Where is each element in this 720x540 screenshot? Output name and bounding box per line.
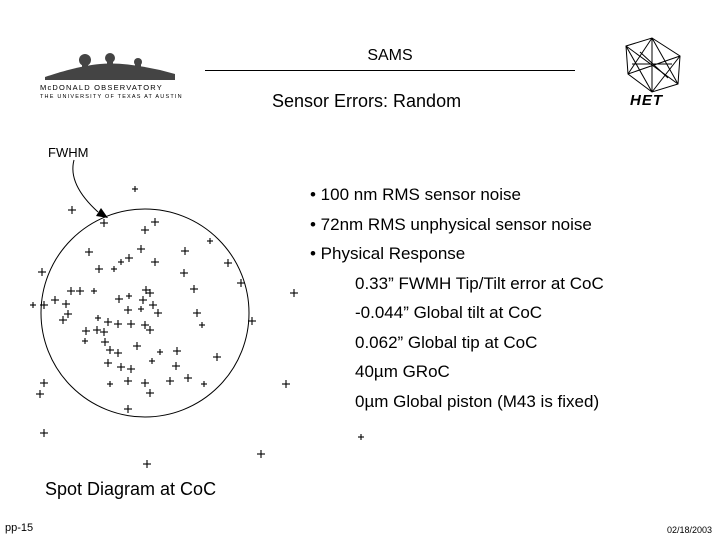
spot-point xyxy=(59,316,67,324)
spot-point xyxy=(139,296,147,304)
footer-date: 02/18/2003 xyxy=(666,525,712,535)
spot-point xyxy=(104,359,112,367)
spot-point xyxy=(100,219,108,227)
spot-point xyxy=(157,349,163,355)
spot-point xyxy=(199,322,205,328)
spot-point xyxy=(257,450,265,458)
spot-point xyxy=(30,302,36,308)
spot-point xyxy=(132,186,138,192)
spot-point xyxy=(51,296,59,304)
spot-point xyxy=(166,377,174,385)
spot-point xyxy=(190,285,198,293)
spot-point xyxy=(91,288,97,294)
spot-point xyxy=(40,379,48,387)
spot-point xyxy=(201,381,207,387)
spot-diagram-caption: Spot Diagram at CoC xyxy=(45,479,217,499)
bullet-subitem: 0.062” Global tip at CoC xyxy=(355,332,538,352)
spot-point xyxy=(181,247,189,255)
spot-point xyxy=(149,358,155,364)
bullet-item: • 100 nm RMS sensor noise xyxy=(310,185,521,204)
spot-point xyxy=(358,434,364,440)
spot-point xyxy=(173,347,181,355)
bullet-list xyxy=(310,180,604,416)
bullet-item: • 72nm RMS unphysical sensor noise xyxy=(310,214,592,234)
spot-point xyxy=(138,306,144,312)
spot-point xyxy=(172,362,180,370)
spot-point xyxy=(141,226,149,234)
page-title: SAMS xyxy=(367,47,413,64)
spot-point xyxy=(151,258,159,266)
spot-point xyxy=(124,306,132,314)
bullet-subitem: 40µm GRoC xyxy=(355,362,450,381)
spot-point xyxy=(124,405,132,413)
spot-point xyxy=(133,342,141,350)
spot-point xyxy=(118,259,124,265)
spot-point xyxy=(68,206,76,214)
spot-point xyxy=(127,365,135,373)
spot-point xyxy=(207,238,213,244)
bullet-subitem: 0.33” FWMH Tip/Tilt error at CoC xyxy=(355,273,604,293)
spot-point xyxy=(62,300,70,308)
spot-point xyxy=(64,310,72,318)
spot-point xyxy=(38,268,46,276)
page-number: pp-15 xyxy=(5,522,34,534)
spot-point xyxy=(224,259,232,267)
spot-point xyxy=(146,389,154,397)
spot-point xyxy=(124,377,132,385)
spot-point xyxy=(141,379,149,387)
spot-point xyxy=(82,327,90,335)
spot-point xyxy=(85,248,93,256)
spot-point xyxy=(213,353,221,361)
bullet-subitem: -0.044” Global tilt at CoC xyxy=(355,303,543,322)
spot-point xyxy=(114,320,122,328)
logo-line-2: THE UNIVERSITY OF TEXAS AT AUSTIN xyxy=(40,94,183,100)
spot-point xyxy=(137,245,145,253)
spot-point xyxy=(104,318,112,326)
fwhm-label: FWHM xyxy=(48,145,89,160)
spot-point xyxy=(40,429,48,437)
spot-point xyxy=(117,363,125,371)
spot-point xyxy=(149,301,157,309)
spot-point xyxy=(193,309,201,317)
spot-point xyxy=(82,338,88,344)
spot-point xyxy=(93,326,101,334)
spot-point xyxy=(143,460,151,468)
spot-point xyxy=(151,218,159,226)
spot-point xyxy=(36,390,44,398)
spot-point xyxy=(282,380,290,388)
spot-point xyxy=(100,328,108,336)
spot-point xyxy=(154,309,162,317)
spot-point xyxy=(180,269,188,277)
spot-point xyxy=(101,338,109,346)
spot-point xyxy=(141,321,149,329)
spot-point xyxy=(184,374,192,382)
spot-point xyxy=(95,265,103,273)
spot-point xyxy=(111,266,117,272)
fwhm-arrow xyxy=(73,160,98,212)
logo-line-1: McDONALD OBSERVATORY xyxy=(40,83,163,92)
spot-point xyxy=(146,326,154,334)
het-logo-text: HET xyxy=(630,92,663,109)
spot-point xyxy=(76,287,84,295)
bullet-item: • Physical Response xyxy=(310,244,466,263)
spot-point xyxy=(67,287,75,295)
bullet-subitem: 0µm Global piston (M43 is fixed) xyxy=(355,391,600,411)
spot-point xyxy=(126,293,132,299)
spot-point xyxy=(290,289,298,297)
slide-subtitle: Sensor Errors: Random xyxy=(272,91,462,111)
spot-point xyxy=(114,349,122,357)
spot-point xyxy=(115,295,123,303)
spot-point xyxy=(95,315,101,321)
spot-point xyxy=(127,320,135,328)
spot-point xyxy=(106,346,114,354)
spot-point xyxy=(125,254,133,262)
spot-point xyxy=(107,381,113,387)
